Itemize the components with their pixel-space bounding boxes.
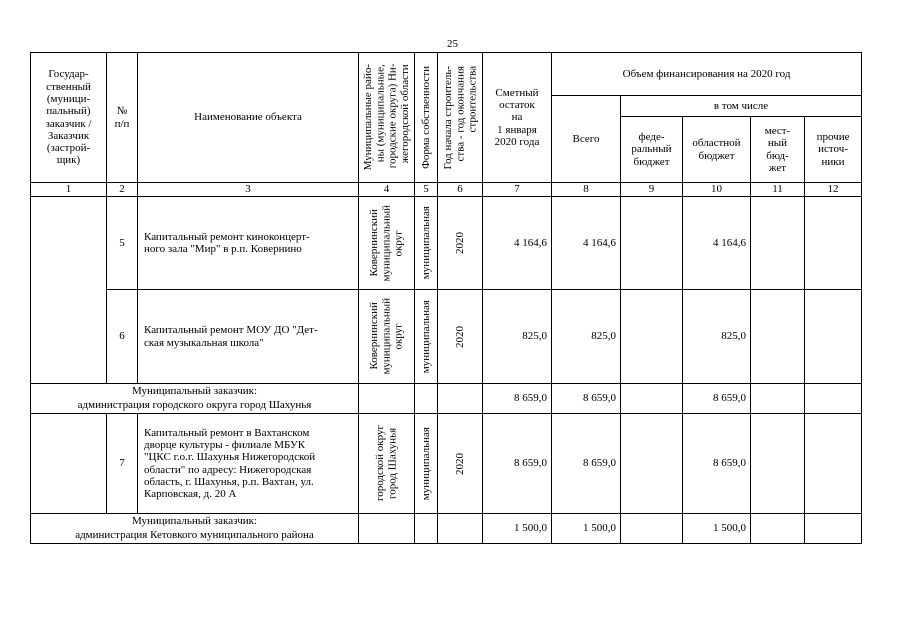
table-row bbox=[31, 414, 862, 514]
empty-cell bbox=[438, 384, 483, 414]
col-number: 6 bbox=[438, 183, 483, 197]
year: 2020 bbox=[438, 414, 483, 514]
object-name: Капитальный ремонт МОУ ДО "Дет- ская музыкальная школа" bbox=[138, 290, 359, 384]
header-district: Муниципальные райо- ны (муниципальные, городские округа) Ни- жегородской области bbox=[359, 53, 415, 183]
summary-row bbox=[31, 514, 862, 544]
federal-value bbox=[621, 197, 683, 290]
balance-value: 825,0 bbox=[483, 290, 552, 384]
empty-cell bbox=[751, 514, 805, 544]
col-number: 4 bbox=[359, 183, 415, 197]
col-number: 1 bbox=[31, 183, 107, 197]
federal-value bbox=[621, 290, 683, 384]
total-value: 825,0 bbox=[552, 290, 621, 384]
local-value bbox=[751, 197, 805, 290]
empty-cell bbox=[415, 384, 438, 414]
total-value: 8 659,0 bbox=[552, 414, 621, 514]
other-value bbox=[805, 290, 862, 384]
header-financing: Объем финансирования на 2020 год bbox=[552, 53, 862, 96]
summary-label: Муниципальный заказчик: администрация городского округа город Шахунья bbox=[31, 384, 359, 414]
col-number: 5 bbox=[415, 183, 438, 197]
header-ownership: Форма собственности bbox=[415, 53, 438, 183]
balance-value: 4 164,6 bbox=[483, 197, 552, 290]
total-value: 8 659,0 bbox=[552, 384, 621, 414]
empty-cell bbox=[621, 514, 683, 544]
balance-value: 8 659,0 bbox=[483, 414, 552, 514]
row-number: 5 bbox=[107, 197, 138, 290]
row-number: 6 bbox=[107, 290, 138, 384]
table-row bbox=[31, 290, 862, 384]
other-value bbox=[805, 197, 862, 290]
table-row bbox=[31, 197, 862, 290]
ownership: муниципальная bbox=[415, 197, 438, 290]
empty-cell bbox=[438, 514, 483, 544]
col-number: 7 bbox=[483, 183, 552, 197]
empty-cell bbox=[805, 384, 862, 414]
col-number: 3 bbox=[138, 183, 359, 197]
header-balance: Сметный остаток на 1 января 2020 года bbox=[483, 53, 552, 183]
col-number: 10 bbox=[683, 183, 751, 197]
header-object-name: Наименование объекта bbox=[138, 53, 359, 183]
header-other: прочие источ- ники bbox=[805, 117, 862, 183]
header-regional: областной бюджет bbox=[683, 117, 751, 183]
regional-value: 4 164,6 bbox=[683, 197, 751, 290]
header-customer: Государ- ственный (муници- пальный) заказчик / Заказчик (застрой- щик) bbox=[31, 53, 107, 183]
regional-value: 825,0 bbox=[683, 290, 751, 384]
local-value bbox=[751, 290, 805, 384]
summary-row bbox=[31, 384, 862, 414]
empty-cell bbox=[805, 414, 862, 514]
header-including: в том числе bbox=[621, 96, 862, 117]
col-number: 11 bbox=[751, 183, 805, 197]
header-federal: феде- ральный бюджет bbox=[621, 117, 683, 183]
empty-cell bbox=[621, 414, 683, 514]
col-number: 8 bbox=[552, 183, 621, 197]
column-numbers-row bbox=[31, 183, 862, 197]
col-number: 12 bbox=[805, 183, 862, 197]
ownership: муниципальная bbox=[415, 414, 438, 514]
financing-table bbox=[30, 52, 862, 544]
year: 2020 bbox=[438, 290, 483, 384]
balance-value: 8 659,0 bbox=[483, 384, 552, 414]
empty-cell bbox=[805, 514, 862, 544]
row-number: 7 bbox=[107, 414, 138, 514]
empty-cell bbox=[415, 514, 438, 544]
district: Ковернинский муниципальный округ bbox=[359, 197, 415, 290]
object-name: Капитальный ремонт в Вахтанском дворце культуры - филиале МБУК "ЦКС г.о.г. Шахунья Нижегородской области" по адресу: Нижегородская область, г. Шахунья, р.п. Вахтан, ул. Карповская, д. 20 А bbox=[138, 414, 359, 514]
col-number: 2 bbox=[107, 183, 138, 197]
balance-value: 1 500,0 bbox=[483, 514, 552, 544]
district: городской округ город Шахунья bbox=[359, 414, 415, 514]
total-value: 4 164,6 bbox=[552, 197, 621, 290]
header-local: мест- ный бюд- жет bbox=[751, 117, 805, 183]
regional-value: 1 500,0 bbox=[683, 514, 751, 544]
regional-value: 8 659,0 bbox=[683, 384, 751, 414]
empty-cell bbox=[359, 384, 415, 414]
empty-cell bbox=[751, 414, 805, 514]
header-num: № п/п bbox=[107, 53, 138, 183]
ownership: муниципальная bbox=[415, 290, 438, 384]
customer-cell bbox=[31, 414, 107, 514]
customer-cell bbox=[31, 197, 107, 384]
regional-value: 8 659,0 bbox=[683, 414, 751, 514]
empty-cell bbox=[751, 384, 805, 414]
col-number: 9 bbox=[621, 183, 683, 197]
total-value: 1 500,0 bbox=[552, 514, 621, 544]
header-years: Год начала строитель- ства - год окончания строительства bbox=[438, 53, 483, 183]
page-number: 25 bbox=[447, 38, 458, 50]
object-name: Капитальный ремонт киноконцерт- ного зала "Мир" в р.п. Ковернино bbox=[138, 197, 359, 290]
empty-cell bbox=[621, 384, 683, 414]
summary-label: Муниципальный заказчик: администрация Кетовкого муниципального района bbox=[31, 514, 359, 544]
year: 2020 bbox=[438, 197, 483, 290]
district: Ковернинский муниципальный округ bbox=[359, 290, 415, 384]
header-total: Всего bbox=[552, 96, 621, 183]
empty-cell bbox=[359, 514, 415, 544]
